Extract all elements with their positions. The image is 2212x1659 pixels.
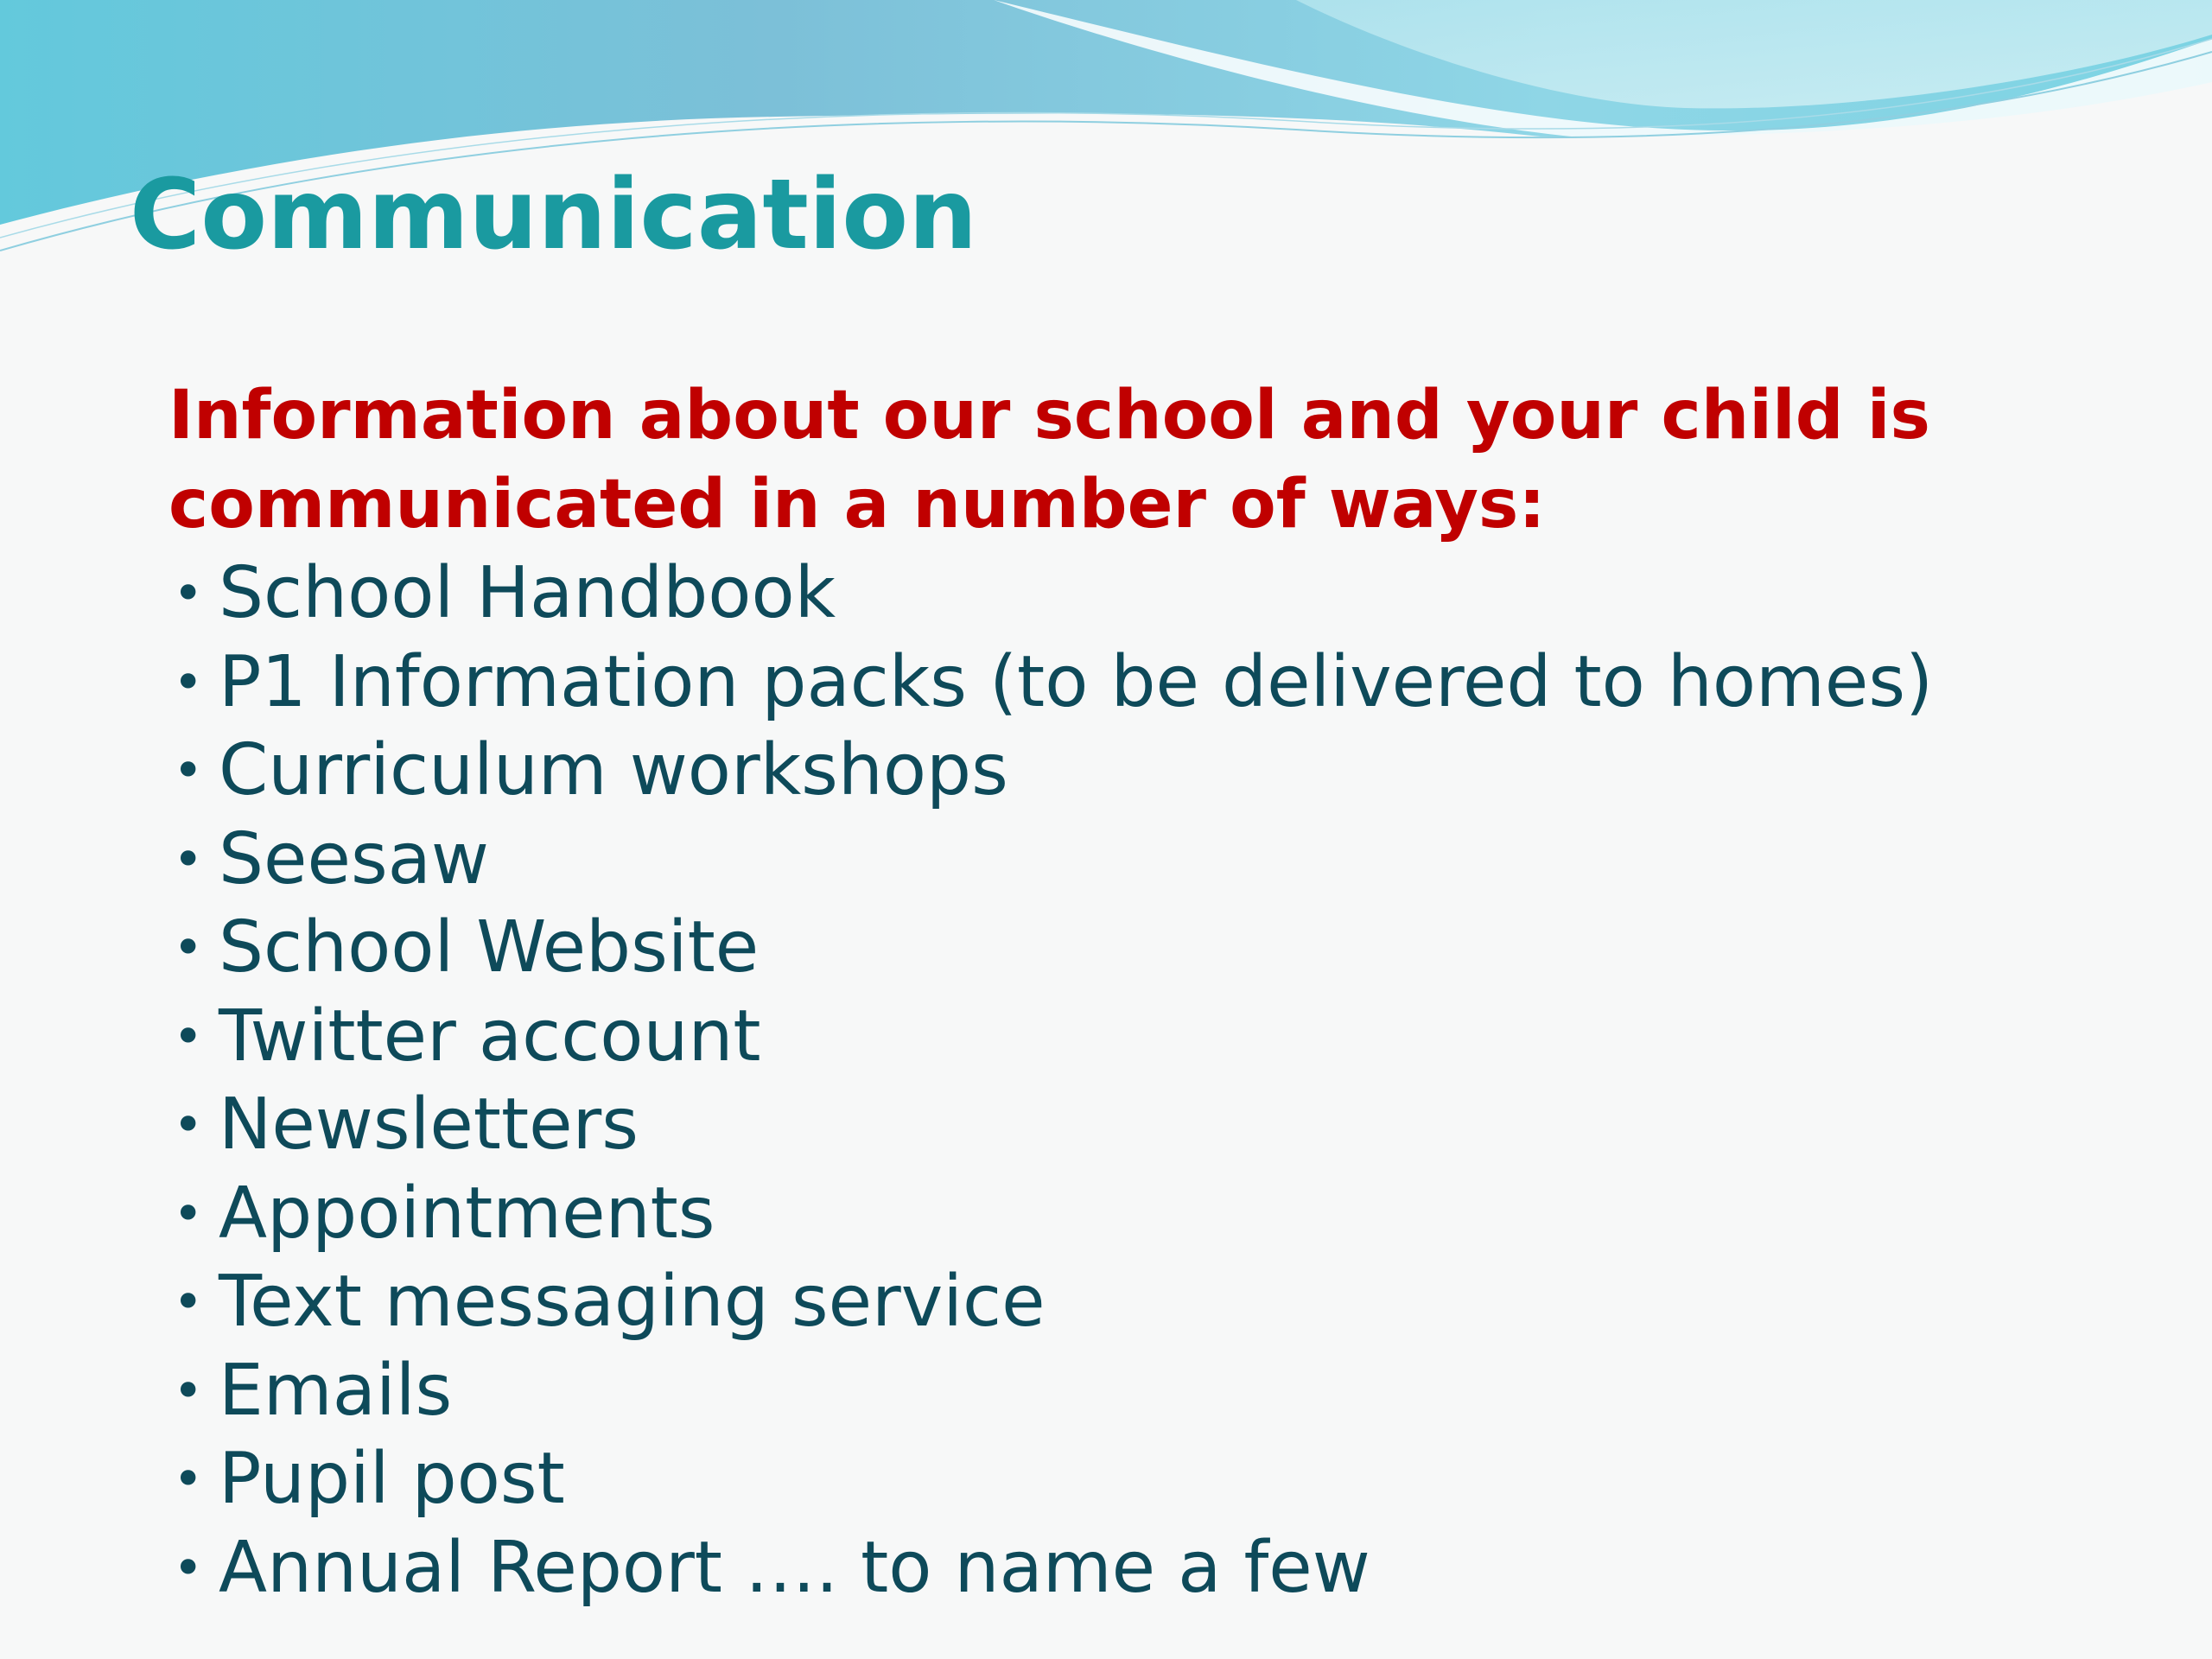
- list-item-text: Seesaw: [219, 817, 489, 900]
- bullet-icon: •: [173, 741, 204, 801]
- list-item-annual-report: [168, 1524, 2121, 1613]
- list-item-pupil-post: [168, 1435, 2121, 1524]
- list-item-text: Pupil post: [219, 1438, 565, 1520]
- bullet-icon: •: [173, 1095, 204, 1155]
- communication-methods-list: [168, 550, 2121, 1612]
- list-item-newsletters: [168, 1081, 2121, 1170]
- bullet-icon: •: [173, 563, 204, 624]
- list-item-appointments: [168, 1170, 2121, 1259]
- list-item-text: Text messaging service: [219, 1261, 1046, 1343]
- list-item-text: Twitter account: [219, 995, 761, 1077]
- list-item-seesaw: [168, 816, 2121, 905]
- list-item-text: School Website: [219, 906, 760, 988]
- list-item-text: Curriculum workshops: [219, 729, 1008, 811]
- list-item-text-messaging-service: [168, 1258, 2121, 1347]
- bullet-icon: •: [173, 1537, 204, 1599]
- list-item-school-handbook: [168, 550, 2121, 639]
- list-item-p1-information-packs: [168, 639, 2121, 728]
- list-item-school-website: [168, 904, 2121, 993]
- list-item-text: Newsletters: [219, 1084, 639, 1166]
- bullet-icon: •: [173, 1360, 204, 1421]
- bullet-icon: •: [173, 652, 204, 713]
- bullet-icon: •: [173, 1183, 204, 1244]
- slide-title: Communication: [130, 159, 977, 271]
- bullet-icon: •: [173, 829, 204, 890]
- list-item-text: Appointments: [219, 1172, 715, 1255]
- list-item-twitter-account: [168, 993, 2121, 1082]
- bullet-icon: •: [173, 1449, 204, 1510]
- list-item-emails: [168, 1347, 2121, 1436]
- list-item-text: Emails: [219, 1349, 453, 1432]
- list-item-text: Annual Report …. to name a few: [219, 1526, 1370, 1609]
- list-item-text: P1 Information packs (to be delivered to homes): [219, 640, 1934, 723]
- list-item-text: School Handbook: [219, 552, 836, 634]
- slide-content: [168, 372, 2121, 1612]
- bullet-icon: •: [173, 1272, 204, 1332]
- intro-statement: Information about our school and your child is communicated in a number of ways:: [168, 377, 1930, 543]
- bullet-icon: •: [173, 918, 204, 978]
- bullet-icon: •: [173, 1006, 204, 1067]
- list-item-curriculum-workshops: [168, 727, 2121, 816]
